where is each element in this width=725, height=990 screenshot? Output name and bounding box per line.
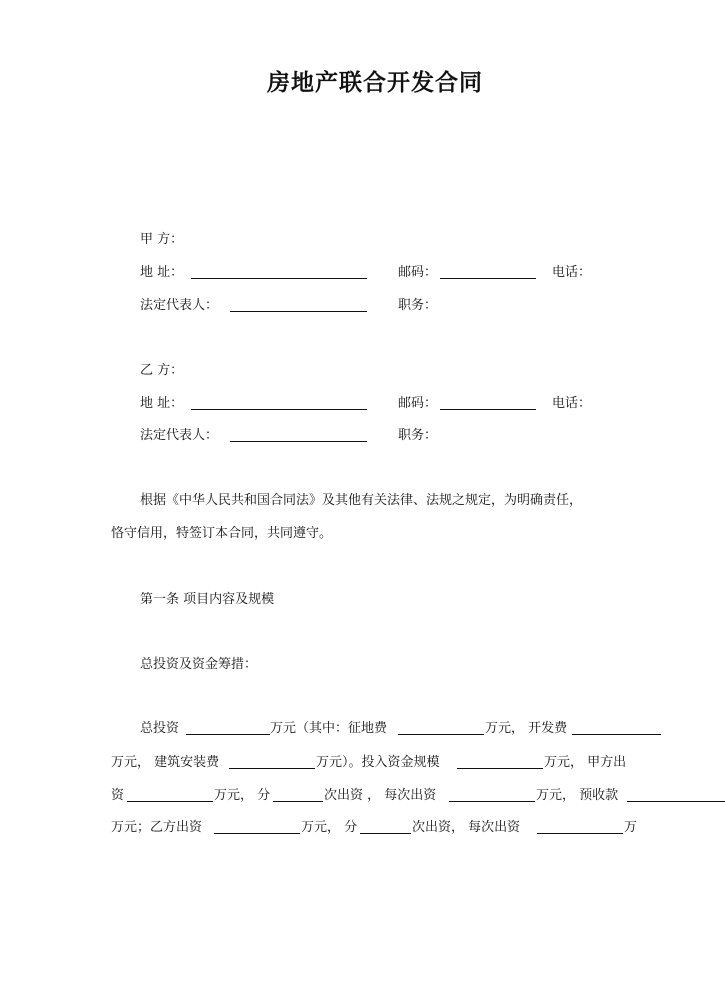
party-b-each-payment-blank — [537, 833, 623, 834]
party-b-each-payment-unit: 万 — [624, 820, 638, 835]
party-b-label: 乙 方： — [140, 363, 184, 378]
capital-scale-blank — [457, 768, 543, 769]
party-a-postcode-blank — [440, 278, 536, 279]
party-a-amount-blank — [127, 801, 213, 802]
party-b-each-payment-label: 次出资， 每次出资 — [412, 820, 521, 835]
land-fee-blank — [398, 734, 484, 735]
party-a-postcode-label: 邮码： — [398, 265, 438, 280]
party-b-address-label: 地 址： — [140, 396, 184, 411]
party-b-postcode-label: 邮码： — [398, 396, 438, 411]
party-a-installments-blank — [273, 801, 323, 802]
party-a-rep-label: 法定代表人： — [140, 298, 219, 313]
article-1-subheading: 总投资及资金筹措： — [140, 657, 258, 672]
party-a-rep-blank — [230, 311, 367, 312]
advance-payment-blank — [627, 801, 725, 802]
investment-total-label: 总投资 — [140, 721, 180, 736]
party-b-rep-blank — [230, 441, 367, 442]
party-b-phone-label: 电话： — [552, 396, 592, 411]
article-1-heading: 第一条 项目内容及规模 — [140, 592, 275, 607]
party-a-phone-label: 电话： — [552, 265, 592, 280]
party-b-installments-label: 万元， 分 — [301, 820, 358, 835]
preamble-line-2: 恪守信用，特签订本合同，共同遵守。 — [111, 526, 333, 541]
advance-payment-label: 万元， 预收款 — [536, 788, 619, 803]
party-b-amount-blank — [214, 833, 300, 834]
party-a-each-payment-blank — [449, 801, 535, 802]
total-investment-blank — [186, 734, 270, 735]
party-a-each-payment-label: 次出资 ， 每次出资 — [324, 788, 437, 803]
party-b-position-label: 职务： — [398, 428, 438, 443]
party-b-installments-blank — [360, 833, 411, 834]
party-a-label: 甲 方： — [140, 232, 184, 247]
preamble-line-1: 根据《中华人民共和国合同法》及其他有关法律、法规之规定，为明确责任， — [140, 493, 583, 508]
capital-scale-label: 万元）。投入资金规模 — [316, 755, 440, 770]
party-b-address-blank — [191, 409, 367, 410]
document-title: 房地产联合开发合同 — [267, 70, 483, 96]
land-fee-label: 万元（其中：征地费 — [270, 721, 388, 736]
party-a-installments-label: 万元， 分 — [214, 788, 271, 803]
development-fee-label: 万元， 开发费 — [485, 721, 568, 736]
party-b-contribution-label: 万元；乙方出资 — [111, 820, 203, 835]
construction-fee-blank — [229, 768, 315, 769]
party-a-address-label: 地 址： — [140, 265, 184, 280]
development-fee-blank — [572, 734, 661, 735]
party-a-position-label: 职务： — [398, 298, 438, 313]
party-b-rep-label: 法定代表人： — [140, 428, 219, 443]
construction-fee-label: 万元， 建筑安装费 — [111, 755, 220, 770]
party-b-postcode-blank — [440, 409, 536, 410]
party-a-address-blank — [191, 278, 367, 279]
party-a-contribution-label: 万元， 甲方出 — [544, 755, 627, 770]
party-a-contribution-cont: 资 — [111, 788, 125, 803]
